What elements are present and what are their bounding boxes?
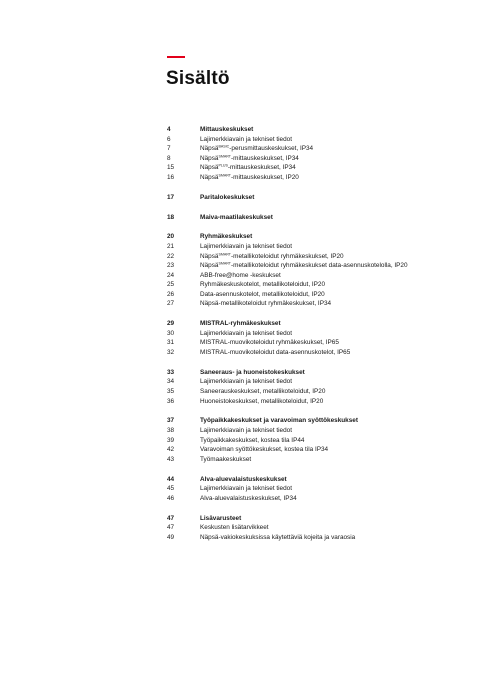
toc-entry[interactable] (167, 348, 467, 358)
entry-title-suffix: -metallikoteloidut ryhmäkeskukset, IP20 (231, 252, 344, 260)
entry-title (200, 173, 467, 183)
entry-title (200, 261, 467, 271)
page-title: Sisältö (166, 68, 230, 89)
entry-title: Keskusten lisätarvikkeet (200, 524, 269, 532)
toc-entry[interactable] (167, 426, 467, 436)
section-title: Alva-aluevalaistuskeskukset (200, 475, 287, 483)
page-number: 47 (167, 524, 175, 532)
page-number: 34 (167, 378, 175, 386)
page-number: 22 (167, 252, 175, 260)
entry-title (200, 252, 467, 262)
product-tier-superscript: SMART (218, 154, 231, 159)
toc-entry[interactable] (167, 397, 467, 407)
section-title: Ryhmäkeskukset (200, 233, 253, 241)
page-number: 38 (167, 426, 175, 434)
entry-title: Näpsä-metallikoteloidut ryhmäkeskukset, IP34 (200, 300, 332, 308)
entry-title: Lajimerkkiavain ja tekniset tiedot (200, 242, 292, 250)
toc-entry[interactable] (167, 242, 467, 252)
toc-entry[interactable] (167, 271, 467, 281)
toc-entry[interactable] (167, 533, 467, 543)
entry-title-prefix: Näpsä (200, 154, 219, 162)
page-number: 43 (167, 455, 175, 463)
page-number: 46 (167, 494, 175, 502)
entry-title: Ryhmäkeskuskotelot, metallikoteloidut, IP20 (200, 281, 326, 289)
toc-entry[interactable] (167, 135, 467, 145)
toc-section-heading[interactable] (167, 213, 467, 223)
toc-section (167, 125, 467, 183)
toc-section-heading[interactable] (167, 319, 467, 329)
entry-title: Saneerauskeskukset, metallikoteloidut, IP20 (200, 388, 326, 395)
entry-title: MISTRAL-muovikoteloidut ryhmäkeskukset, IP65 (200, 339, 339, 347)
product-tier-superscript: SMART (218, 251, 231, 256)
section-title: MISTRAL-ryhmäkeskukset (200, 320, 281, 328)
page-number: 45 (167, 485, 175, 493)
product-tier-superscript: SMART (218, 261, 231, 266)
toc-entry[interactable] (167, 261, 467, 271)
toc-entry[interactable] (167, 494, 467, 504)
page-number: 8 (167, 154, 171, 162)
toc-entry[interactable] (167, 163, 467, 173)
entry-title-suffix: -mittauskeskukset, IP20 (231, 173, 299, 181)
entry-title: ABB-free@home -keskukset (200, 271, 281, 279)
toc-section (167, 514, 467, 543)
toc-entry[interactable] (167, 252, 467, 262)
section-title: Mittauskeskukset (200, 126, 254, 133)
entry-title: Lajimerkkiavain ja tekniset tiedot (200, 426, 292, 434)
entry-title: Huoneistokeskukset, metallikoteloidut, IP20 (200, 397, 324, 405)
page-number: 31 (167, 339, 175, 347)
section-title: Lisävarusteet (200, 514, 242, 522)
toc-section-heading[interactable] (167, 232, 467, 242)
entry-title: Lajimerkkiavain ja tekniset tiedot (200, 378, 292, 386)
page-number: 15 (167, 164, 175, 172)
entry-title: Lajimerkkiavain ja tekniset tiedot (200, 485, 292, 493)
toc-section-heading[interactable] (167, 193, 467, 203)
entry-title: MISTRAL-muovikoteloidut data-asennuskotelot, IP65 (200, 349, 351, 357)
product-tier-superscript: SMART (218, 173, 231, 178)
entry-title: Työmaakeskukset (200, 455, 252, 463)
entry-title-prefix: Näpsä (200, 145, 219, 153)
page-number: 20 (167, 233, 175, 241)
toc-entry[interactable] (167, 144, 467, 154)
section-title: Saneeraus- ja huoneistokeskukset (200, 368, 305, 376)
toc-entry[interactable] (167, 445, 467, 455)
entry-title: Lajimerkkiavain ja tekniset tiedot (200, 329, 292, 337)
page-number: 21 (167, 242, 175, 250)
toc-section-heading[interactable] (167, 514, 467, 524)
page-number: 32 (167, 349, 175, 357)
toc-entry[interactable] (167, 280, 467, 290)
page-number: 18 (167, 213, 175, 221)
page-number: 39 (167, 436, 175, 444)
toc-section-heading[interactable] (167, 475, 467, 485)
toc-section (167, 368, 467, 406)
entry-title-suffix: -metallikoteloidut ryhmäkeskukset data-asennuskotelolla, IP20 (231, 262, 408, 270)
page-number: 37 (167, 417, 175, 425)
entry-title-prefix: Näpsä (200, 262, 219, 270)
section-title: Maiva-maatilakeskukset (200, 213, 273, 221)
entry-title (200, 154, 467, 164)
toc-section (167, 475, 467, 504)
toc-entry[interactable] (167, 329, 467, 339)
toc-entry[interactable] (167, 173, 467, 183)
entry-title-suffix: -mittauskeskukset, IP34 (231, 154, 299, 162)
entry-title: Data-asennuskotelot, metallikoteloidut, IP20 (200, 290, 325, 298)
toc-section (167, 319, 467, 357)
section-title: Työpaikkakeskukset ja varavoiman syöttökeskukset (200, 417, 358, 425)
toc-entry[interactable] (167, 299, 467, 309)
page-number: 16 (167, 173, 175, 181)
page-number: 35 (167, 388, 175, 395)
entry-title: Varavoiman syöttökeskukset, kostea tila IP34 (200, 446, 329, 454)
page-number: 7 (167, 145, 171, 153)
toc-section-heading[interactable] (167, 125, 467, 135)
toc-entry[interactable] (167, 290, 467, 300)
page-number: 42 (167, 446, 175, 454)
toc-entry[interactable] (167, 455, 467, 465)
page-number: 6 (167, 135, 171, 143)
entry-title: Alva-aluevalaistuskeskukset, IP34 (200, 494, 297, 502)
entry-title-prefix: Näpsä (200, 173, 219, 181)
toc-entry[interactable] (167, 436, 467, 446)
page-number: 33 (167, 368, 175, 376)
entry-title (200, 163, 467, 173)
entry-title-prefix: Näpsä (200, 252, 219, 260)
page-number: 24 (167, 271, 175, 279)
toc-entry[interactable] (167, 484, 467, 494)
table-of-contents (167, 125, 467, 552)
toc-section (167, 232, 467, 309)
toc-entry[interactable] (167, 338, 467, 348)
entry-title: Näpsä-vakiokeskuksissa käytettäviä kojeita ja varaosia (200, 533, 356, 541)
toc-section-heading[interactable] (167, 416, 467, 426)
toc-section-heading[interactable] (167, 368, 467, 378)
page-number: 29 (167, 320, 175, 328)
entry-title (200, 144, 467, 154)
toc-section (167, 193, 467, 203)
entry-title: Lajimerkkiavain ja tekniset tiedot (200, 135, 292, 143)
page-number: 30 (167, 329, 175, 337)
toc-entry[interactable] (167, 377, 467, 387)
toc-entry[interactable] (167, 154, 467, 164)
product-tier-superscript: BASIC (218, 144, 230, 149)
page-number: 47 (167, 514, 175, 522)
page-number: 36 (167, 397, 175, 405)
toc-section (167, 213, 467, 223)
section-title: Paritalokeskukset (200, 193, 255, 201)
page-number: 44 (167, 475, 175, 483)
entry-title-suffix: -perusmittauskeskukset, IP34 (229, 145, 314, 153)
entry-title-suffix: -mittauskeskukset, IP34 (227, 164, 296, 172)
toc-entry[interactable] (167, 387, 467, 397)
entry-title-prefix: Näpsä (200, 164, 219, 172)
page-number: 26 (167, 290, 175, 298)
page-number: 4 (167, 126, 171, 133)
page-number: 23 (167, 262, 175, 270)
page-number: 27 (167, 300, 175, 308)
toc-entry[interactable] (167, 523, 467, 533)
page-number: 25 (167, 281, 175, 289)
page-number: 17 (167, 193, 175, 201)
red-accent-bar (167, 56, 185, 58)
product-tier-superscript: PLUS (218, 163, 228, 168)
entry-title: Työpaikkakeskukset, kostea tila IP44 (200, 436, 305, 444)
page-number: 49 (167, 533, 175, 541)
toc-section (167, 416, 467, 464)
